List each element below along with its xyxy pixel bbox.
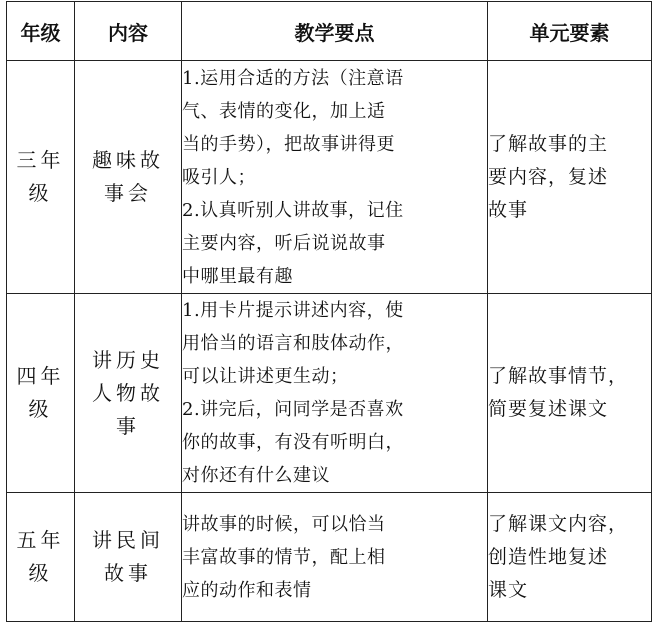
teaching-points-cell (182, 294, 488, 493)
teaching-point-line: 当的手势），把故事讲得更 (182, 133, 395, 155)
grade-line: 五年 (16, 528, 65, 552)
teaching-point-line: 2.讲完后，问同学是否喜欢 (182, 399, 404, 420)
teaching-points-cell (182, 493, 488, 622)
content-cell (75, 294, 182, 493)
content-cell (75, 493, 182, 622)
teaching-point-line: 1.用卡片提示讲述内容，使 (182, 300, 404, 321)
content-line: 趣味故 (92, 148, 164, 172)
grade-line: 级 (28, 181, 53, 205)
teaching-point-line: 1.运用合适的方法（注意语 (182, 67, 404, 89)
teaching-point-line: 2.认真听别人讲故事，记住 (182, 199, 404, 221)
content-cell (75, 61, 182, 294)
teaching-point-line: 讲故事的时候，可以恰当 (182, 513, 386, 535)
unit-element-line: 课文 (488, 578, 529, 601)
teaching-point-line: 你的故事，有没有听明白， (182, 432, 404, 453)
grade-cell (7, 493, 75, 622)
teaching-point-line: 主要内容，听后说说故事 (182, 232, 386, 254)
header-grade: 年级 (7, 2, 75, 61)
table-header-row (7, 2, 652, 61)
teaching-point-line: 吸引人； (182, 166, 256, 188)
unit-element-line: 故事 (488, 198, 529, 221)
header-unit-elements: 单元要素 (488, 2, 652, 61)
teaching-point-line: 应的动作和表情 (182, 579, 312, 601)
grade-line: 三年 (16, 148, 65, 172)
teaching-point-line: 丰富故事的情节，配上相 (182, 546, 386, 568)
header-teaching-points: 教学要点 (182, 2, 488, 61)
table-row (7, 61, 652, 294)
grade-line: 级 (28, 561, 53, 585)
unit-element-line: 简要复述课文 (488, 398, 609, 420)
grade-cell (7, 294, 75, 493)
content-line: 讲民间 (92, 528, 164, 552)
table-row (7, 294, 652, 493)
grade-cell (7, 61, 75, 294)
unit-elements-cell (488, 294, 652, 493)
unit-element-line: 了解课文内容， (488, 512, 629, 535)
teaching-point-line: 对你还有什么建议 (182, 465, 330, 486)
content-line: 事会 (104, 181, 152, 205)
teaching-point-line: 中哪里最有趣 (182, 265, 293, 287)
grade-line: 级 (28, 397, 53, 421)
teaching-point-line: 用恰当的语言和肢体动作， (182, 333, 404, 354)
table-row (7, 493, 652, 622)
content-line: 人物故 (92, 380, 164, 405)
unit-element-line: 了解故事的主 (488, 132, 609, 155)
teaching-point-line: 可以让讲述更生动； (182, 366, 349, 387)
content-line: 讲历史 (92, 347, 164, 372)
unit-elements-cell (488, 61, 652, 294)
content-line: 事 (116, 413, 140, 438)
unit-element-line: 创造性地复述 (488, 545, 609, 568)
header-content: 内容 (75, 2, 182, 61)
unit-elements-cell (488, 493, 652, 622)
curriculum-table (6, 1, 652, 622)
content-line: 故事 (104, 561, 152, 585)
unit-element-line: 了解故事情节， (488, 365, 629, 387)
teaching-points-cell (182, 61, 488, 294)
unit-element-line: 要内容，复述 (488, 165, 609, 188)
teaching-point-line: 气、表情的变化，加上适 (182, 100, 386, 122)
grade-line: 四年 (16, 364, 65, 388)
